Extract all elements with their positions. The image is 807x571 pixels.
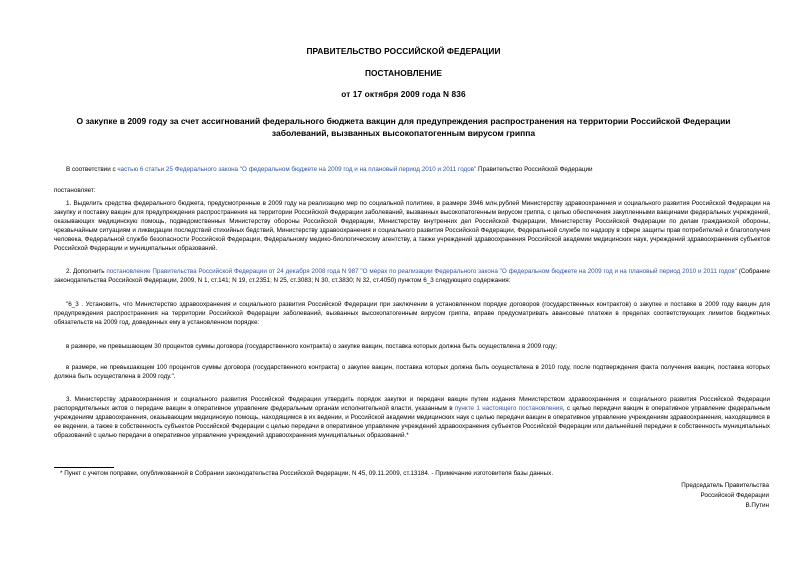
document-type-heading: ПОСТАНОВЛЕНИЕ bbox=[364, 68, 443, 78]
signature-country: Российской Федерации bbox=[700, 492, 769, 499]
signature-block bbox=[681, 481, 769, 511]
item-2-text-post: (Собрание законодательства Российской Федерации, 2009, N 1, ст.141; N 19, ст.2351; N 25, ст.3083; N 30, ст.3830; N 32, ст.4050) пунктом 6_3 следующего содержания: bbox=[54, 268, 770, 284]
item-1-reference-link[interactable]: пункте 1 настоящего постановления bbox=[454, 405, 563, 412]
resolves-text: постановляет: bbox=[54, 187, 96, 194]
item-1-paragraph: 1. Выделить средства федерального бюджета, предусмотренные в 2009 году на реализацию мер по социальной политике, в размере 3946 млн.рублей Министерству здравоохранения и социального развития Российской Федерации на закупку и поставку вакцин для предупреждения распространения на территории Российской Федерации заболеваний, вызванных высокопатогенным вирусом гриппа, с целью обеспечения закупленными вакцинами федеральных учреждений, оказывающих медицинскую помощь, подведомственных Министерству обороны Российской Федерации, Министерству внутренних дел Российской Федерации, Министерству Российской Федерации по делам гражданской обороны, чрезвычайным ситуациям и ликвидации последствий стихийных бедствий, Министерству здравоохранения и социального развития Российской Федерации, Федеральной службе по надзору в сфере защиты прав потребителей и благополучия человека, Федеральной службе безопасности Российской Федерации, Федеральному медико-биологическому агентству, а также учреждений здравоохранения Российской академии медицинских наук, учреждений здравоохранения субъектов Российской Федерации и муниципальных образований. bbox=[54, 200, 770, 252]
federal-law-link[interactable]: частью 6 статьи 25 Федерального закона "О федеральном бюджете на 2009 год и на плановый период 2010 и 2011 годов" bbox=[117, 166, 477, 173]
footnote-divider bbox=[54, 467, 114, 468]
signature-name: В.Путин bbox=[745, 502, 769, 509]
clause-100-percent-paragraph: в размере, не превышающем 100 процентов суммы договора (государственного контракта) о закупке вакцин, поставка которых должна быть осуществлена в 2010 году, после подтверждения факта получения вакцин, поставка которых должна быть осуществлена в 2009 году.". bbox=[54, 364, 770, 380]
item-3-text-pre: 3. Министерству здравоохранения и социального развития Российской Федерации утвердить порядок закупки и передачи вакцин путем издания Министерством здравоохранения и социального развития Российской Федерации распорядительных актов о передаче вакцин в оперативное управление федеральным органам исполнительной власти, указанным в bbox=[54, 396, 770, 412]
signature-title: Председатель Правительства bbox=[681, 482, 769, 489]
document-title bbox=[40, 115, 767, 139]
item-3-text-post: , с целью передачи вакцин в оперативное управление федеральным учреждениям здравоохранения, оказывающим медицинскую помощь, находящимся в их ведении, и Российской академии медицинских наук с целью передачи вакцин в оперативное управление учреждениям здравоохранения, находящимся в ее ведении, а также в собственность субъектов Российской Федерации с целью передачи в оперативное управление учреждений здравоохранения субъектов Российской Федерации или дальнейшей передачи в собственность муниципальных образований с целью передачи в оперативное управление учреждений здравоохранения муниципальных образований.* bbox=[54, 405, 770, 439]
title-line-1: О закупке в 2009 году за счет ассигнований федерального бюджета вакцин для предупреждения распространения на территории Российской Федерации bbox=[76, 116, 731, 126]
clause-6-3-paragraph: "6_3 . Установить, что Министерство здравоохранения и социального развития Российской Федерации при заключении в установленном порядке договоров (государственных контрактов) о закупке и поставке в 2009 году вакцин для предупреждения распространения на территории Российской Федерации заболеваний, вызванных высокопатогенным вирусом гриппа, вправе предусматривать авансовые платежи в пределах соответствующих лимитов бюджетных обязательств на 2009 год, доведенных ему в установленном порядке: bbox=[54, 301, 770, 326]
intro-text-post: Правительство Российской Федерации bbox=[476, 166, 593, 173]
item-2-paragraph bbox=[54, 267, 770, 285]
item-3-paragraph bbox=[54, 395, 770, 440]
clause-30-percent-paragraph: в размере, не превышающем 30 процентов суммы договора (государственного контракта) о закупке вакцин, поставка которых должна быть осуществлена в 2009 году; bbox=[66, 343, 557, 350]
government-heading: ПРАВИТЕЛЬСТВО РОССИЙСКОЙ ФЕДЕРАЦИИ bbox=[306, 46, 501, 56]
resolution-987-link[interactable]: постановление Правительства Российской Федерации от 24 декабря 2008 года N 987 "О мерах по реализации Федерального закона "О федеральном бюджете на 2009 год и на плановый период 2010 и 2011 годов" bbox=[106, 268, 737, 275]
title-line-2: заболеваний, вызванных высокопатогенным вирусом гриппа bbox=[271, 128, 536, 138]
date-number-heading: от 17 октября 2009 года N 836 bbox=[341, 89, 466, 99]
footnote-text: * Пункт с учетом поправки, опубликованной в Собрании законодательства Российской Федерации, N 45, 09.11.2009, ст.13184. - Примечание изготовителя базы данных. bbox=[60, 470, 554, 477]
intro-text-pre: В соответствии с bbox=[66, 166, 118, 173]
intro-paragraph bbox=[54, 165, 770, 174]
item-2-text-pre: 2. Дополнить bbox=[66, 268, 107, 275]
